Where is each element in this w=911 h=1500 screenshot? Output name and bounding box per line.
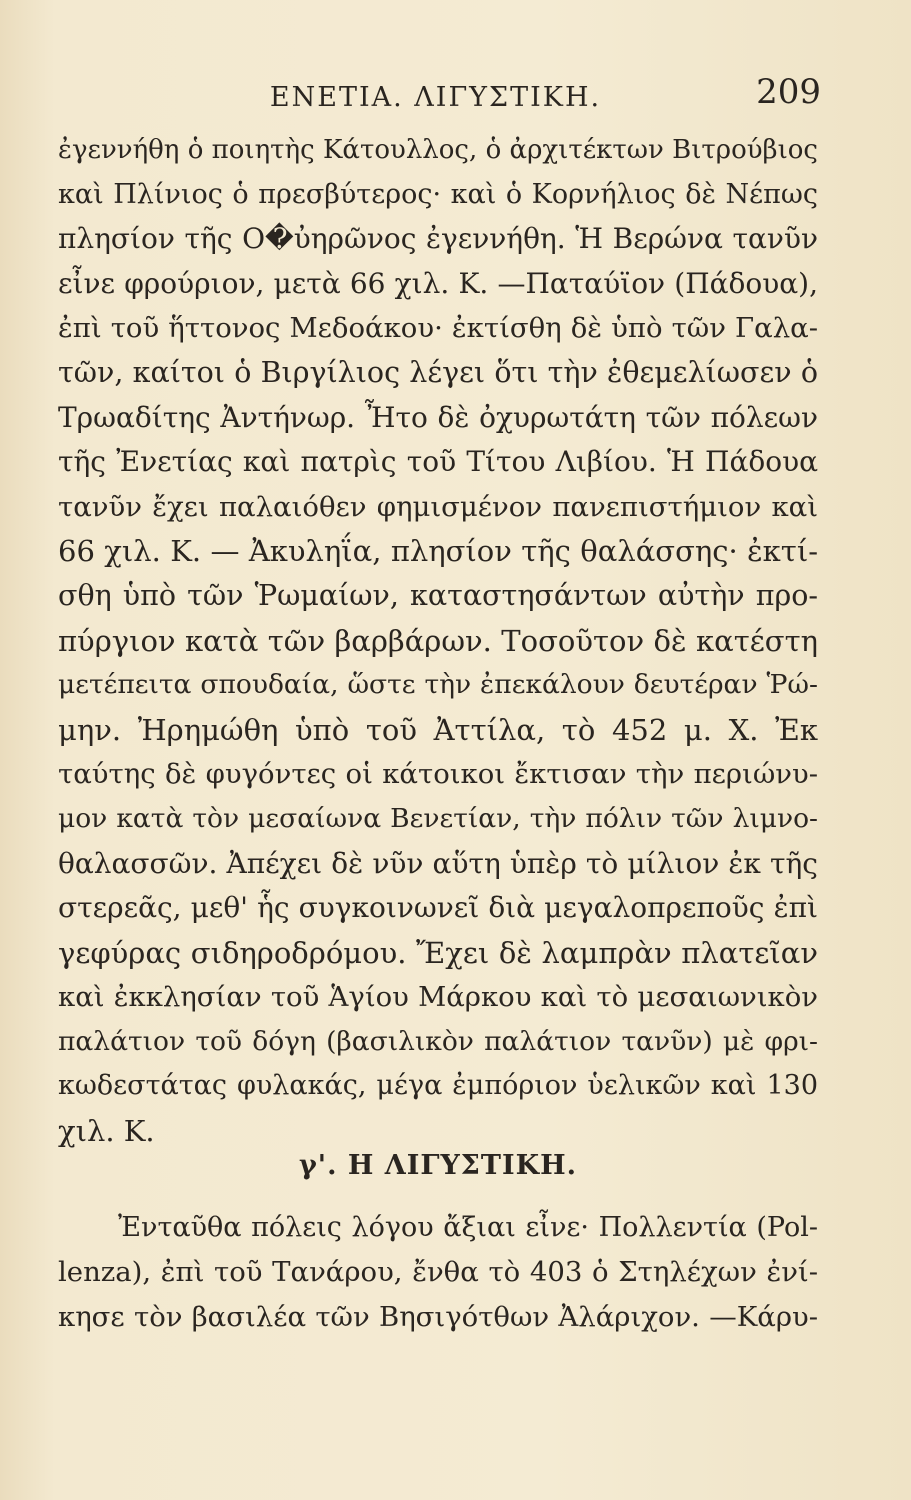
running-head [60,72,821,122]
text-line: κησε τὸν βασιλέα τῶν Βησιγότθων Ἀλάριχον. —Κάρυ- [58,1301,818,1333]
text-line: τανῦν ἔχει παλαιόθεν φημισμένον πανεπιστήμιον καὶ [58,490,818,523]
text-line: γεφύρας σιδηροδρόμου. Ἔχει δὲ λαμπρὰν πλατεῖαν [58,935,818,970]
page-number: 209 [756,72,821,112]
text-line: παλάτιον τοῦ δόγη (βασιλικὸν παλάτιον τανῦν) μὲ φρι- [58,1025,818,1057]
text-line: σθη ὑπὸ τῶν Ῥωμαίων, καταστησάντων αὐτὴν προ- [58,578,818,612]
text-line: μετέπειτα σπουδαία, ὥστε τὴν ἐπεκάλουν δευτέραν Ῥώ- [58,669,818,701]
text-line: lenza), ἐπὶ τοῦ Τανάρου, ἔνθα τὸ 403 ὁ Στηλέχων ἐνί- [58,1256,818,1288]
section-heading: γ'. Η ΛΙΓΥΣΤΙΚΗ. [298,1150,577,1181]
text-line: τῆς Ἐνετίας καὶ πατρὶς τοῦ Τίτου Λιβίου. Ἡ Πάδουα [58,445,818,479]
text-line: πύργιον κατὰ τῶν βαρβάρων. Τοσοῦτον δὲ κατέστη [58,623,818,658]
text-line: Τρωαδίτης Ἀντήνωρ. Ἦτο δὲ ὀχυρωτάτη τῶν πόλεων [58,400,818,434]
paragraph-2 [58,1205,818,1340]
text-line: μον κατὰ τὸν μεσαίωνα Βενετίαν, τὴν πόλιν τῶν λιμνο- [58,802,818,834]
running-title: ΕΝΕΤΙΑ. ΛΙΓΥΣΤΙΚΗ. [269,82,602,113]
text-line: εἶνε φρούριον, μετὰ 66 χιλ. Κ. —Παταύϊον (Πάδουα), [58,266,818,300]
text-line: μην. Ἠρημώθη ὑπὸ τοῦ Ἀττίλα, τὸ 452 μ. Χ. Ἐκ [58,712,818,747]
text-line: θαλασσῶν. Ἀπέχει δὲ νῦν αὕτη ὑπὲρ τὸ μίλιον ἐκ τῆς [58,846,818,880]
text-line: τῶν, καίτοι ὁ Βιργίλιος λέγει ὅτι τὴν ἐθεμελίωσεν ὁ [58,355,818,389]
text-line: Ἐνταῦθα πόλεις λόγου ἄξιαι εἶνε· Πολλεντία (Pol- [118,1212,818,1243]
text-line: χιλ. Κ. [58,1114,155,1149]
paragraph-1 [58,128,818,1154]
text-line: 66 χιλ. Κ. — Ἀκυληΐα, πλησίον τῆς θαλάσσης· ἐκτί- [58,534,818,569]
text-line: καὶ ἐκκλησίαν τοῦ Ἁγίου Μάρκου καὶ τὸ μεσαιωνικὸν [58,981,818,1014]
text-line: πλησίον τῆς Ο�ὐηρῶνος ἐγεννήθη. Ἡ Βερώνα τανῦν [58,222,818,256]
text-line: καὶ Πλίνιος ὁ πρεσβύτερος· καὶ ὁ Κορνήλιος δὲ Νέπως [58,178,818,210]
text-line: κωδεστάτας φυλακάς, μέγα ἐμπόριον ὑελικῶν καὶ 130 [58,1070,818,1102]
text-line: στερεᾶς, μεθ' ἧς συγκοινωνεῖ διὰ μεγαλοπρεποῦς ἐπὶ [58,891,818,925]
text-line: ἐπὶ τοῦ ἥττονος Μεδοάκου· ἐκτίσθη δὲ ὑπὸ τῶν Γαλα- [58,312,818,345]
text-line: ταύτης δὲ φυγόντες οἱ κάτοικοι ἔκτισαν τὴν περιώνυ- [58,758,818,791]
text-line: ἐγεννήθη ὁ ποιητὴς Κάτουλλος, ὁ ἀρχιτέκτων Βιτρούβιος [58,135,818,165]
